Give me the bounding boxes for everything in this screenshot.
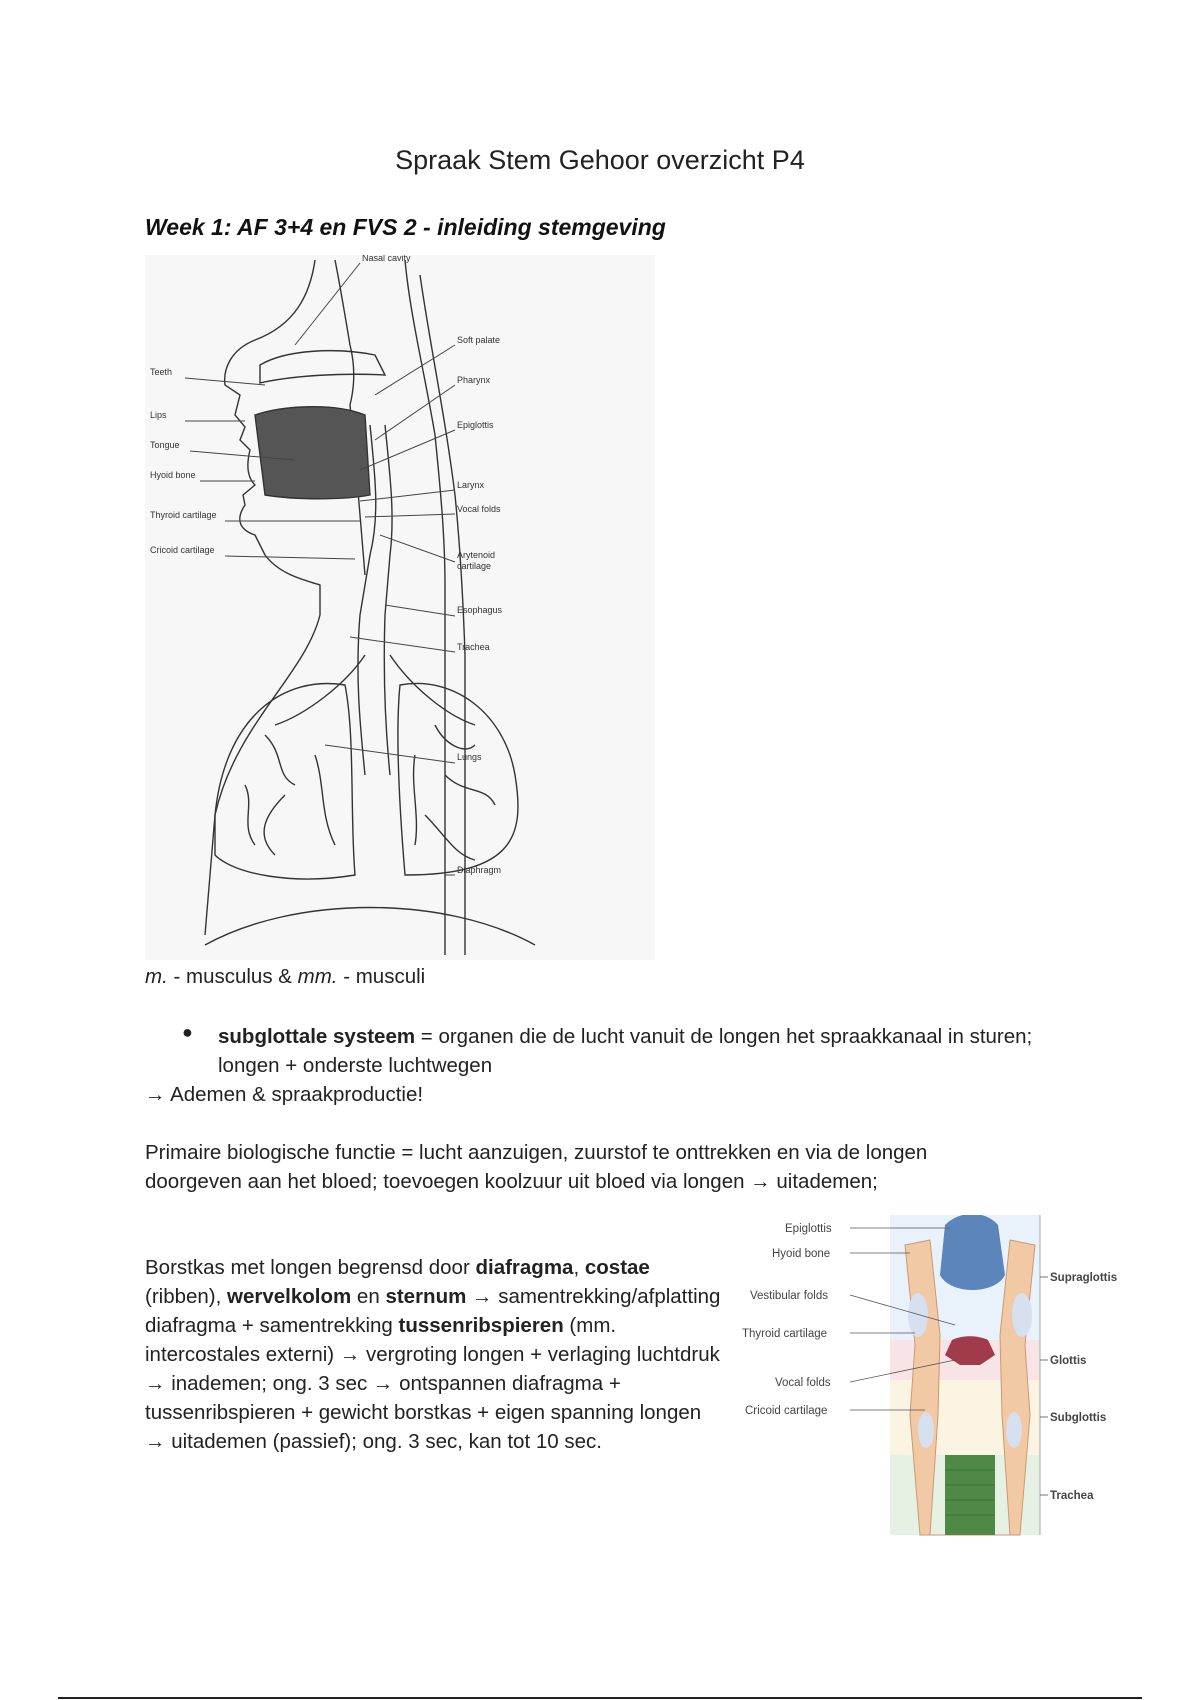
label-vocal-folds: Vocal folds [457,504,501,514]
region-glottis: Glottis [1050,1355,1087,1367]
larynx-label-hyoid-bone: Hyoid bone [772,1248,831,1260]
abbrev-musculus: - musculus & [167,965,298,988]
arrow-note: → Ademen & spraakproductie! [145,1083,424,1106]
label-lips: Lips [150,410,167,420]
label-esophagus: Esophagus [457,605,503,615]
region-subglottis: Subglottis [1050,1412,1107,1424]
larynx-diagram [740,1215,1160,1550]
larynx-label-epiglottis: Epiglottis [785,1223,832,1235]
paragraph-thorax [145,1253,725,1456]
trachea-rings [945,1455,995,1535]
label-diaphragm: Diaphragm [457,865,502,875]
label-hyoid-bone: Hyoid bone [150,470,196,480]
abbreviation-line [145,962,425,991]
abbrev-musculi: - musculi [337,965,426,988]
larynx-label-cricoid-cartilage: Cricoid cartilage [745,1405,828,1417]
p2-t3: (ribben), [145,1285,228,1308]
thyroid-cartilage-right [1012,1293,1032,1337]
larynx-label-thyroid-cartilage: Thyroid cartilage [742,1328,828,1340]
larynx-label-vocal-folds: Vocal folds [775,1377,831,1389]
paragraph-primary-function: Primaire biologische functie = lucht aanzuigen, zuurstof te onttrekken en via de longen doorgeven aan het bloed; toevoegen koolzuur uit bloed via longen → uitademen; [145,1141,928,1193]
bullet-text: = organen die de lucht vanuit de longen het spraakkanaal in sturen; longen + onderste luchtwegen [218,1025,1033,1077]
label-lungs: Lungs [457,752,482,762]
p2-costae: costae [584,1256,650,1279]
region-trachea: Trachea [1050,1490,1094,1502]
p2-sternum: sternum [385,1285,467,1308]
cricoid-cartilage-left [918,1412,934,1448]
label-cricoid-cartilage: Cricoid cartilage [150,545,215,555]
label-soft-palate: Soft palate [457,335,501,345]
p2-wervelkolom: wervelkolom [227,1285,352,1308]
bullet-symbol: ● [182,1022,193,1042]
abbrev-mm: mm. [297,965,338,988]
bullet-term: subglottale systeem [218,1025,416,1048]
p2-diafragma: diafragma [475,1256,574,1279]
label-pharynx: Pharynx [457,375,491,385]
bullet-item [218,1022,1048,1080]
page-bottom-rule [58,1697,1142,1699]
label-larynx: Larynx [457,480,485,490]
p2-t6: (mm. intercostales externi) → vergroting longen + verlaging luchtdruk → inademen; ong. 3 sec → ontspannen diafragma + tussenribspieren + gewicht borstkas + eigen spanning longen → uitademen (passief); ong. 3 sec, kan tot 10 sec. [145,1314,720,1453]
p2-t4: en [351,1285,386,1308]
document-title: Spraak Stem Gehoor overzicht P4 [395,145,805,175]
p2-t1: Borstkas met longen begrensd door [145,1256,476,1279]
label-thyroid-cartilage: Thyroid cartilage [150,510,217,520]
label-tongue: Tongue [150,440,180,450]
p2-t5: → samentrekking/afplatting diafragma + samentrekking [145,1285,721,1337]
label-trachea: Trachea [457,642,490,652]
label-epiglottis: Epiglottis [457,420,494,430]
epiglottis-shape [940,1215,1005,1290]
cricoid-cartilage-right [1006,1412,1022,1448]
label-arytenoid-cartilage: cartilage [457,561,492,571]
p2-tussenribspieren: tussenribspieren [398,1314,564,1337]
larynx-label-vestibular-folds: Vestibular folds [750,1290,828,1302]
region-supraglottis: Supraglottis [1050,1272,1118,1284]
p2-t2: , [573,1256,585,1279]
label-nasal-cavity: Nasal cavity [362,255,411,263]
label-arytenoid: Arytenoid [457,550,496,560]
label-teeth: Teeth [150,367,173,377]
week-heading: Week 1: AF 3+4 en FVS 2 - inleiding stemgeving [145,214,666,240]
abbrev-m: m. [145,965,168,988]
thyroid-cartilage-left [908,1293,928,1337]
respiratory-anatomy-diagram [145,255,655,960]
